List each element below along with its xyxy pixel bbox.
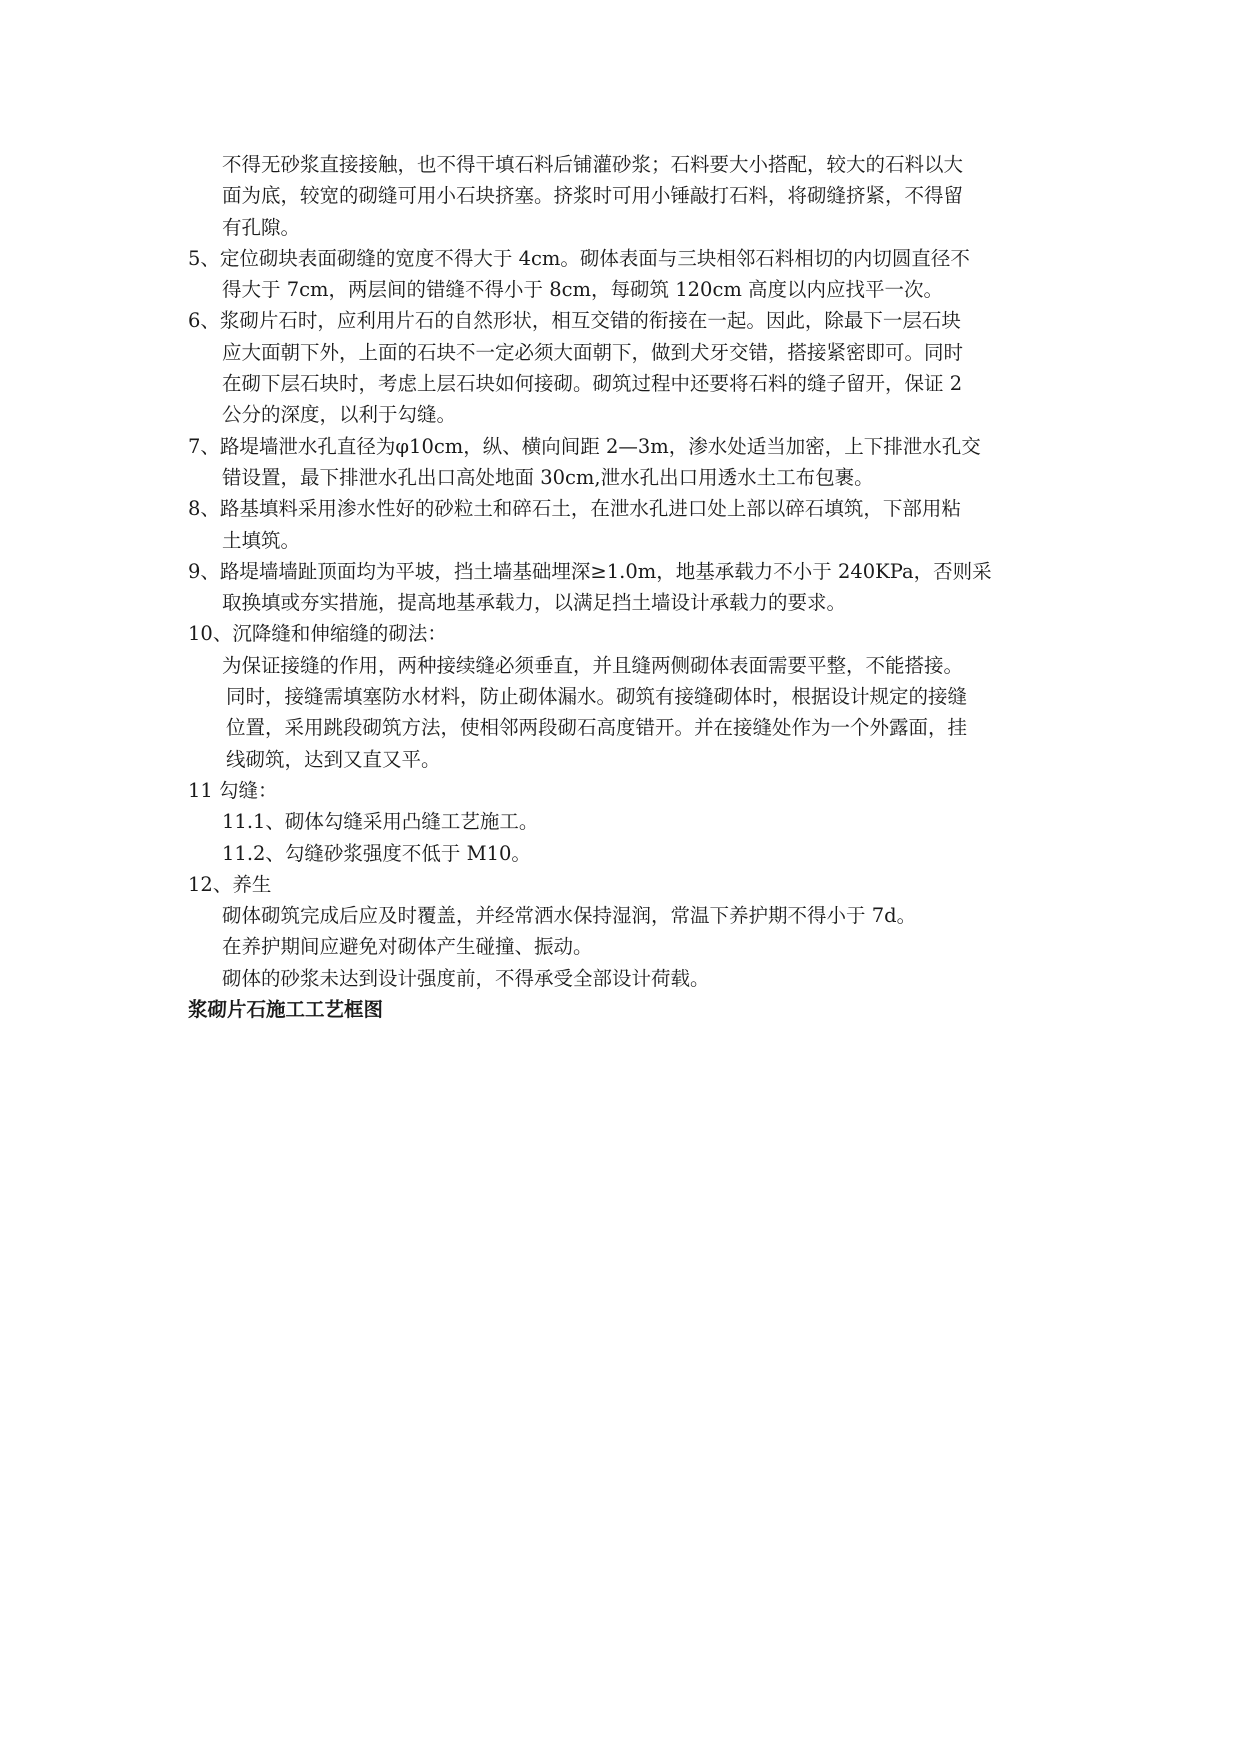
- text-line: 在养护期间应避免对砌体产生碰撞、振动。: [222, 935, 593, 959]
- text-line: 同时，接缝需填塞防水材料，防止砌体漏水。砌筑有接缝砌体时，根据设计规定的接缝: [226, 685, 968, 709]
- text-line: 线砌筑，达到又直又平。: [226, 747, 441, 771]
- sub-item: 11.1、砌体勾缝采用凸缝工艺施工。: [222, 810, 539, 834]
- text-line: 8、路基填料采用渗水性好的砂粒土和碎石土，在泄水孔进口处上部以碎石填筑，下部用粘: [188, 497, 961, 521]
- list-item-10: [188, 618, 1054, 774]
- paragraph-continuation: [188, 149, 1054, 243]
- text-line: 在砌下层石块时，考虑上层石块如何接砌。砌筑过程中还要将石料的缝子留开，保证 2: [222, 372, 963, 396]
- document-body: [188, 149, 1054, 1025]
- list-item-8: [188, 493, 1054, 556]
- list-item-5: [188, 243, 1054, 306]
- text-line: 错设置，最下排泄水孔出口高处地面 30cm,泄水孔出口用透水土工布包裹。: [222, 465, 874, 489]
- list-item-9: [188, 556, 1054, 619]
- text-line: 面为底，较宽的砌缝可用小石块挤塞。挤浆时可用小锤敲打石料，将砌缝挤紧，不得留: [222, 184, 964, 208]
- text-line: 6、浆砌片石时，应利用片石的自然形状，相互交错的衔接在一起。因此，除最下一层石块: [188, 309, 961, 333]
- text-line: 不得无砂浆直接接触，也不得干填石料后铺灌砂浆；石料要大小搭配，较大的石料以大: [222, 153, 964, 176]
- list-item-12: [188, 869, 1054, 994]
- text-line: 土填筑。: [222, 528, 301, 552]
- sub-item: 11.2、勾缝砂浆强度不低于 M10。: [222, 841, 531, 865]
- list-item-11: [188, 775, 1054, 869]
- section-heading: 10、沉降缝和伸缩缝的砌法：: [188, 622, 447, 646]
- figure-title: 浆砌片石施工工艺框图: [188, 998, 384, 1022]
- text-line: 有孔隙。: [222, 215, 301, 239]
- text-line: 公分的深度，以利于勾缝。: [222, 403, 457, 427]
- text-line: 得大于 7cm，两层间的错缝不得小于 8cm，每砌筑 120cm 高度以内应找平一次。: [222, 278, 944, 302]
- text-line: 7、路堤墙泄水孔直径为φ10cm，纵、横向间距 2—3m，渗水处适当加密，上下排泄水孔交: [188, 434, 981, 458]
- section-heading: 11 勾缝：: [188, 778, 278, 802]
- section-heading: 12、养生: [188, 872, 272, 896]
- text-line: 9、路堤墙墙趾顶面均为平坡，挡土墙基础埋深≥1.0m，地基承载力不小于 240KPa，否则采: [188, 559, 992, 583]
- text-line: 取换填或夯实措施，提高地基承载力，以满足挡土墙设计承载力的要求。: [222, 591, 847, 615]
- text-line: 为保证接缝的作用，两种接续缝必须垂直，并且缝两侧砌体表面需要平整，不能搭接。: [222, 653, 964, 677]
- text-line: 砌体的砂浆未达到设计强度前，不得承受全部设计荷载。: [222, 966, 710, 990]
- list-item-7: [188, 431, 1054, 494]
- text-line: 砌体砌筑完成后应及时覆盖，并经常洒水保持湿润，常温下养护期不得小于 7d。: [222, 904, 917, 928]
- list-item-6: [188, 305, 1054, 430]
- text-line: 位置，采用跳段砌筑方法，使相邻两段砌石高度错开。并在接缝处作为一个外露面，挂: [226, 716, 968, 740]
- text-line: 应大面朝下外，上面的石块不一定必须大面朝下，做到犬牙交错，搭接紧密即可。同时: [222, 340, 964, 364]
- text-line: 5、定位砌块表面砌缝的宽度不得大于 4cm。砌体表面与三块相邻石料相切的内切圆直径不: [188, 246, 970, 270]
